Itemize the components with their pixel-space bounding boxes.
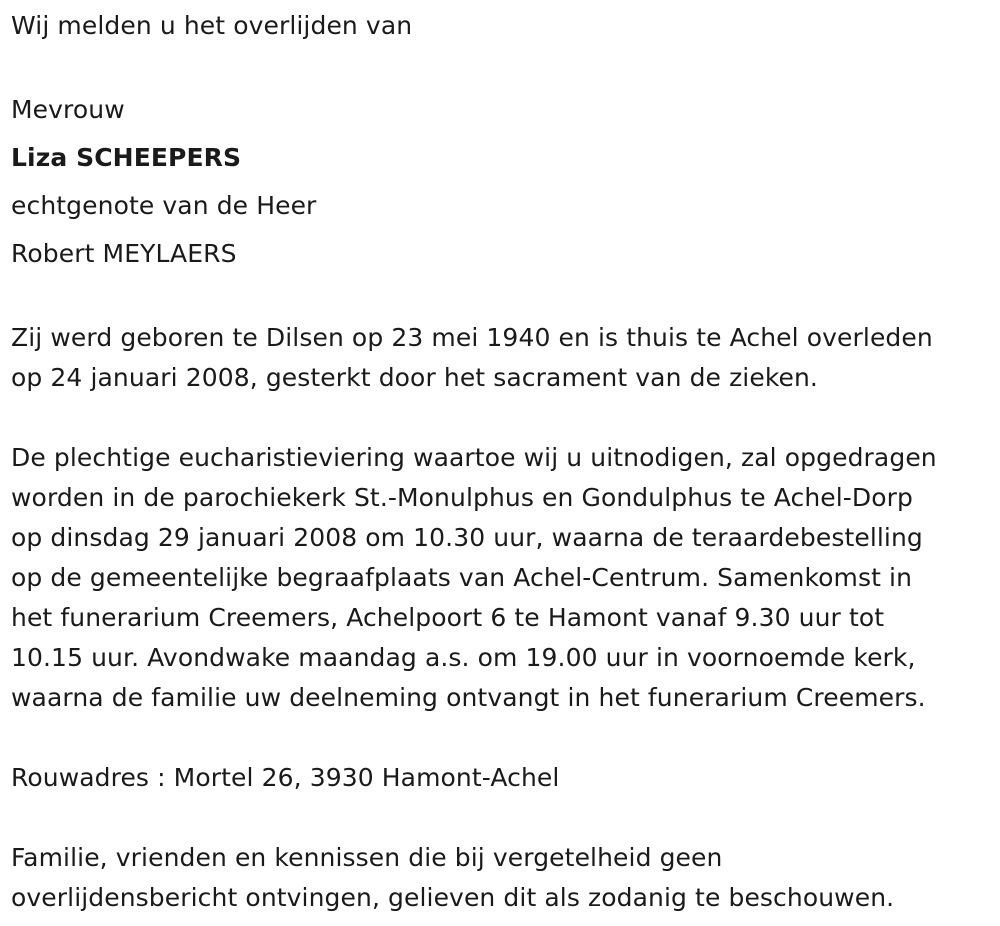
intro-section [11, 6, 996, 46]
salutation: Mevrouw [11, 95, 125, 124]
closing-paragraph [11, 838, 996, 918]
deceased-block [11, 86, 996, 278]
paragraph-line: waarna de familie uw deelneming ontvangt in het funerarium Creemers. [11, 683, 926, 712]
intro-text: Wij melden u het overlijden van [11, 11, 413, 40]
spouse-name: Robert MEYLAERS [11, 239, 237, 268]
paragraph-line: Zij werd geboren te Dilsen op 23 mei 1940 en is thuis te Achel overleden [11, 323, 933, 352]
paragraph-line: worden in de parochiekerk St.-Monulphus en Gondulphus te Achel-Dorp [11, 483, 914, 512]
paragraph-line: Familie, vrienden en kennissen die bij vergetelheid geen [11, 843, 723, 872]
birth-death-paragraph [11, 318, 996, 398]
address-paragraph [11, 758, 996, 798]
paragraph-line: 10.15 uur. Avondwake maandag a.s. om 19.00 uur in voornoemde kerk, [11, 643, 916, 672]
paragraph-line: op dinsdag 29 januari 2008 om 10.30 uur, waarna de teraardebestelling [11, 523, 923, 552]
paragraph-line: op 24 januari 2008, gesterkt door het sacrament van de zieken. [11, 363, 818, 392]
relation-text: echtgenote van de Heer [11, 191, 317, 220]
mourning-address: Rouwadres : Mortel 26, 3930 Hamont-Achel [11, 763, 560, 792]
paragraph-line: op de gemeentelijke begraafplaats van Achel-Centrum. Samenkomst in [11, 563, 913, 592]
ceremony-paragraph [11, 438, 996, 718]
paragraph-line: overlijdensbericht ontvingen, gelieven dit als zodanig te beschouwen. [11, 883, 895, 912]
paragraph-line: het funerarium Creemers, Achelpoort 6 te Hamont vanaf 9.30 uur tot [11, 603, 885, 632]
obituary-notice [11, 6, 996, 918]
paragraph-line: De plechtige eucharistieviering waartoe wij u uitnodigen, zal opgedragen [11, 443, 937, 472]
deceased-name: Liza SCHEEPERS [11, 143, 242, 172]
